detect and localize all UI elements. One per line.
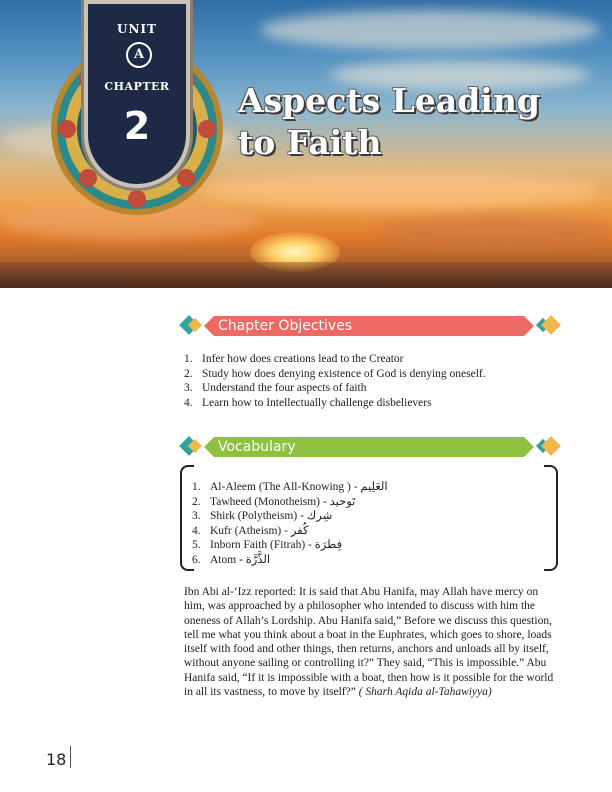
list-item: 1. Infer how does creations lead to the Creator	[184, 353, 404, 365]
chapter-title-line-1: Aspects Leading	[238, 81, 540, 120]
objectives-header	[182, 314, 558, 338]
page-number-divider	[70, 746, 71, 768]
unit-label: UNIT	[117, 22, 157, 36]
list-item: 4. Learn how to Intellectually challenge disbelievers	[184, 396, 432, 409]
list-item: 4. Kufr (Atheism) - كُفر	[192, 524, 309, 537]
vocabulary-list	[192, 480, 388, 567]
list-item: 3. Shirk (Polytheism) - شِرك	[192, 510, 333, 522]
chapter-label: CHAPTER	[104, 80, 170, 93]
chapter-title-line-2: to Faith	[238, 123, 382, 162]
horizon	[0, 262, 612, 288]
passage-paragraph	[184, 585, 560, 699]
chapter-badge	[48, 0, 226, 220]
list-item: 2. Tawheed (Monotheism) - تَوحيد	[192, 495, 356, 508]
chapter-number: 2	[123, 104, 151, 148]
vocabulary-bracket-right	[544, 465, 558, 571]
list-item: 2. Study how does denying existence of God is denying oneself.	[184, 367, 486, 380]
list-item: 5. Inborn Faith (Fitrah) - فِطرَة	[192, 539, 343, 551]
objectives-list	[184, 352, 486, 410]
objectives-heading: Chapter Objectives	[218, 318, 353, 334]
page-number: 18	[46, 750, 67, 769]
chapter-badge-plate	[84, 0, 190, 188]
unit-letter: A	[126, 42, 152, 68]
chapter-title	[238, 80, 598, 164]
vocabulary-header	[182, 435, 558, 459]
list-item: 6. Atom - الذَّرَّة	[192, 553, 271, 566]
list-item: 3. Understand the four aspects of faith	[184, 382, 367, 394]
vocabulary-heading: Vocabulary	[218, 439, 296, 455]
list-item: 1. Al-Aleem (The All-Knowing ) - العَلِيم	[192, 481, 388, 493]
passage-reference: ( Sharh Aqida al-Tahawiyya)	[358, 686, 492, 699]
passage-text: Ibn Abi al-‘Izz reported: It is said that Abu Hanifa, may Allah have mercy on him, was approached by a philosopher who intended to discuss with him the oneness of Allah’s Lordship. Abu Hanifa said,” Before we discuss this question, tell me what you think about a boat in the Euphrates, which goes to shore, loads itself with food and other things, then returns, anchors and unloads all by itself, without anyone sailing or controlling it?” They said, “This is impossible.” Abu Hanifa said, “If it is impossible with a boat, then how is it possible for the world in all its vastness, to move by itself?”	[184, 586, 554, 699]
